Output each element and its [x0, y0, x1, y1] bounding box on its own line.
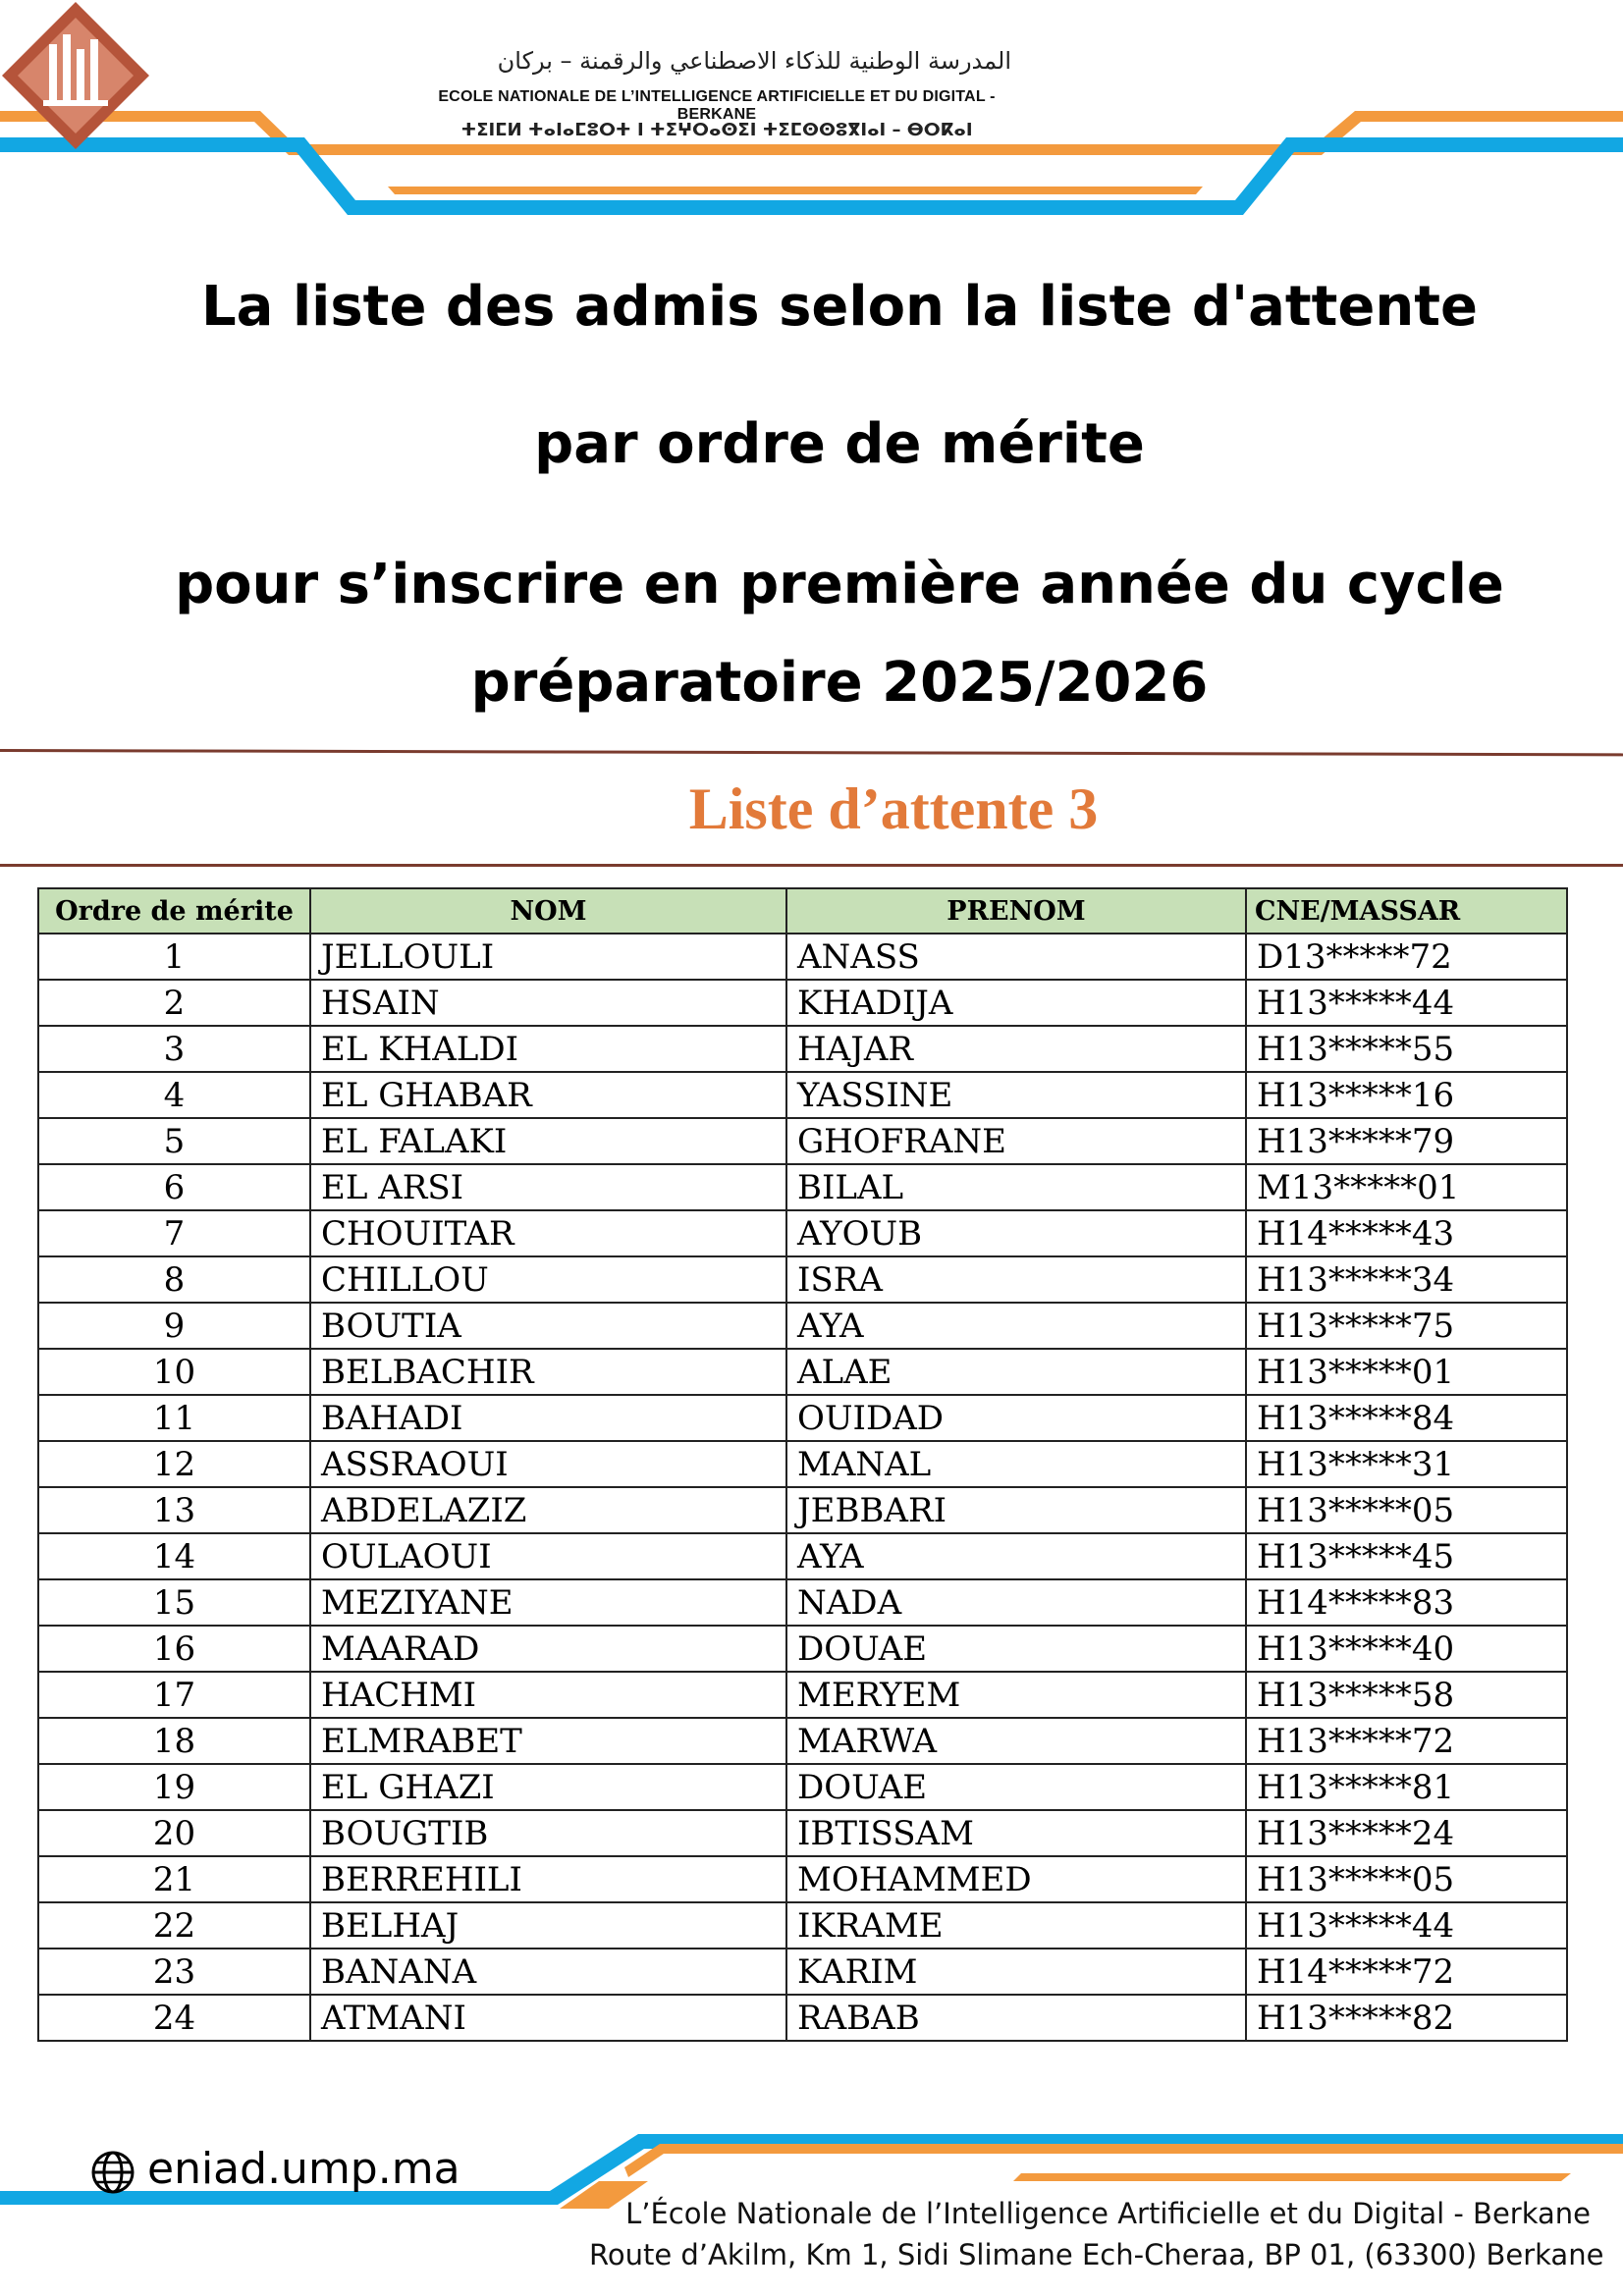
cell-nom: CHOUITAR	[310, 1210, 786, 1256]
cell-cne-massar: H13*****44	[1246, 980, 1567, 1026]
table-row	[38, 1810, 1567, 1856]
footer-orange-accent-2	[1013, 2173, 1571, 2181]
cell-rank: 13	[38, 1487, 310, 1533]
cell-prenom: DOUAE	[786, 1626, 1246, 1672]
cell-rank: 2	[38, 980, 310, 1026]
cell-rank: 7	[38, 1210, 310, 1256]
cell-nom: HACHMI	[310, 1672, 786, 1718]
table-row	[38, 1164, 1567, 1210]
cell-prenom: ISRA	[786, 1256, 1246, 1303]
cell-rank: 6	[38, 1164, 310, 1210]
header-rank: Ordre de mérite	[38, 888, 310, 934]
waiting-list-subtitle: Liste d’attente 3	[688, 776, 1099, 841]
cell-nom: BOUTIA	[310, 1303, 786, 1349]
table-row	[38, 980, 1567, 1026]
cell-nom: ATMANI	[310, 1995, 786, 2041]
table-row	[38, 1072, 1567, 1118]
cell-prenom: AYOUB	[786, 1210, 1246, 1256]
cell-cne-massar: H13*****34	[1246, 1256, 1567, 1303]
cell-prenom: HAJAR	[786, 1026, 1246, 1072]
title-line-3: pour s’inscrire en première année du cycle	[175, 553, 1504, 616]
divider-top	[0, 749, 1623, 756]
cell-prenom: IKRAME	[786, 1902, 1246, 1949]
table-row	[38, 1026, 1567, 1072]
cell-cne-massar: D13*****72	[1246, 934, 1567, 980]
cell-rank: 23	[38, 1949, 310, 1995]
cell-nom: EL ARSI	[310, 1164, 786, 1210]
cell-prenom: MANAL	[786, 1441, 1246, 1487]
cell-prenom: AYA	[786, 1303, 1246, 1349]
table-row	[38, 1395, 1567, 1441]
cell-nom: BAHADI	[310, 1395, 786, 1441]
cell-prenom: OUIDAD	[786, 1395, 1246, 1441]
cell-nom: EL FALAKI	[310, 1118, 786, 1164]
cell-prenom: ANASS	[786, 934, 1246, 980]
cell-prenom: AYA	[786, 1533, 1246, 1579]
table-row	[38, 1441, 1567, 1487]
table-row	[38, 1672, 1567, 1718]
cell-cne-massar: M13*****01	[1246, 1164, 1567, 1210]
cell-rank: 11	[38, 1395, 310, 1441]
cell-nom: EL GHABAR	[310, 1072, 786, 1118]
header-orange-accent	[388, 187, 1203, 194]
table-body	[38, 934, 1567, 2041]
cell-rank: 21	[38, 1856, 310, 1902]
cell-cne-massar: H13*****75	[1246, 1303, 1567, 1349]
cell-nom: MAARAD	[310, 1626, 786, 1672]
cell-rank: 16	[38, 1626, 310, 1672]
cell-rank: 1	[38, 934, 310, 980]
table-row	[38, 1902, 1567, 1949]
cell-cne-massar: H14*****72	[1246, 1949, 1567, 1995]
table-row	[38, 1764, 1567, 1810]
cell-nom: BELBACHIR	[310, 1349, 786, 1395]
cell-nom: BERREHILI	[310, 1856, 786, 1902]
school-name-french: ECOLE NATIONALE DE L’INTELLIGENCE ARTIFICIELLE ET DU DIGITAL - BERKANE	[438, 88, 996, 123]
cell-cne-massar: H13*****81	[1246, 1764, 1567, 1810]
table-row	[38, 1949, 1567, 1995]
cell-rank: 24	[38, 1995, 310, 2041]
cell-prenom: JEBBARI	[786, 1487, 1246, 1533]
table-row	[38, 1718, 1567, 1764]
cell-cne-massar: H13*****72	[1246, 1718, 1567, 1764]
cell-prenom: IBTISSAM	[786, 1810, 1246, 1856]
cell-prenom: GHOFRANE	[786, 1118, 1246, 1164]
table-row	[38, 1579, 1567, 1626]
cell-nom: ASSRAOUI	[310, 1441, 786, 1487]
title-line-2: par ordre de mérite	[534, 412, 1145, 476]
cell-nom: ABDELAZIZ	[310, 1487, 786, 1533]
page-header	[0, 0, 1623, 245]
cell-nom: ELMRABET	[310, 1718, 786, 1764]
cell-rank: 5	[38, 1118, 310, 1164]
cell-rank: 19	[38, 1764, 310, 1810]
cell-nom: EL KHALDI	[310, 1026, 786, 1072]
cell-prenom: MERYEM	[786, 1672, 1246, 1718]
cell-prenom: MOHAMMED	[786, 1856, 1246, 1902]
cell-nom: BELHAJ	[310, 1902, 786, 1949]
table-row	[38, 1626, 1567, 1672]
cell-cne-massar: H13*****79	[1246, 1118, 1567, 1164]
cell-rank: 20	[38, 1810, 310, 1856]
cell-cne-massar: H13*****84	[1246, 1395, 1567, 1441]
title-line-4: préparatoire 2025/2026	[470, 651, 1209, 715]
cell-prenom: KARIM	[786, 1949, 1246, 1995]
cell-nom: HSAIN	[310, 980, 786, 1026]
cell-rank: 15	[38, 1579, 310, 1626]
cell-rank: 18	[38, 1718, 310, 1764]
cell-nom: EL GHAZI	[310, 1764, 786, 1810]
cell-nom: BOUGTIB	[310, 1810, 786, 1856]
cell-prenom: BILAL	[786, 1164, 1246, 1210]
cell-cne-massar: H13*****45	[1246, 1533, 1567, 1579]
footer-orange-stripe	[624, 2144, 1623, 2177]
cell-cne-massar: H13*****58	[1246, 1672, 1567, 1718]
cell-rank: 8	[38, 1256, 310, 1303]
cell-rank: 9	[38, 1303, 310, 1349]
cell-prenom: MARWA	[786, 1718, 1246, 1764]
cell-rank: 22	[38, 1902, 310, 1949]
cell-cne-massar: H13*****01	[1246, 1349, 1567, 1395]
cell-prenom: YASSINE	[786, 1072, 1246, 1118]
admissions-table	[37, 887, 1568, 2042]
cell-prenom: RABAB	[786, 1995, 1246, 2041]
cell-rank: 17	[38, 1672, 310, 1718]
cell-cne-massar: H13*****55	[1246, 1026, 1567, 1072]
divider-bottom	[0, 864, 1623, 867]
cell-prenom: ALAE	[786, 1349, 1246, 1395]
header-cne-massar: CNE/MASSAR	[1246, 888, 1567, 934]
cell-nom: OULAOUI	[310, 1533, 786, 1579]
cell-prenom: DOUAE	[786, 1764, 1246, 1810]
cell-nom: BANANA	[310, 1949, 786, 1995]
footer-address-line-1: L’École Nationale de l’Intelligence Artificielle et du Digital - Berkane	[625, 2197, 1591, 2230]
cell-prenom: NADA	[786, 1579, 1246, 1626]
table-row	[38, 1303, 1567, 1349]
table-row	[38, 1349, 1567, 1395]
cell-nom: MEZIYANE	[310, 1579, 786, 1626]
footer-address-line-2: Route d’Akilm, Km 1, Sidi Slimane Ech-Cheraa, BP 01, (63300) Berkane	[589, 2238, 1604, 2271]
cell-nom: CHILLOU	[310, 1256, 786, 1303]
table-row	[38, 934, 1567, 980]
table-row	[38, 1856, 1567, 1902]
cell-cne-massar: H13*****44	[1246, 1902, 1567, 1949]
cell-cne-massar: H14*****43	[1246, 1210, 1567, 1256]
cell-nom: JELLOULI	[310, 934, 786, 980]
website-link[interactable]: eniad.ump.ma	[147, 2144, 460, 2194]
cell-cne-massar: H13*****05	[1246, 1856, 1567, 1902]
table-header-row	[38, 888, 1567, 934]
school-name-tifinagh: ⵜⵉⵏⵎⵍ ⵜⴰⵏⴰⵎⵓⵔⵜ ⵏ ⵜⵉⵖⵔⴰⵙⵉⵏ ⵜⵉⵎⵙⵙⵓⴳⵏⴰⵏ – ⴱⵔⴽⴰⵏ	[460, 120, 973, 140]
table-row	[38, 1118, 1567, 1164]
table-row	[38, 1256, 1567, 1303]
table-row	[38, 1210, 1567, 1256]
table-row	[38, 1995, 1567, 2041]
title-line-1: La liste des admis selon la liste d'attente	[200, 275, 1479, 339]
cell-rank: 10	[38, 1349, 310, 1395]
cell-cne-massar: H14*****83	[1246, 1579, 1567, 1626]
header-nom: NOM	[310, 888, 786, 934]
cell-rank: 3	[38, 1026, 310, 1072]
cell-cne-massar: H13*****24	[1246, 1810, 1567, 1856]
globe-icon	[90, 2150, 135, 2195]
cell-cne-massar: H13*****82	[1246, 1995, 1567, 2041]
cell-rank: 12	[38, 1441, 310, 1487]
cell-cne-massar: H13*****05	[1246, 1487, 1567, 1533]
cell-rank: 14	[38, 1533, 310, 1579]
cell-cne-massar: H13*****31	[1246, 1441, 1567, 1487]
header-prenom: PRENOM	[786, 888, 1246, 934]
cell-cne-massar: H13*****16	[1246, 1072, 1567, 1118]
table-row	[38, 1487, 1567, 1533]
table-row	[38, 1533, 1567, 1579]
cell-prenom: KHADIJA	[786, 980, 1246, 1026]
cell-cne-massar: H13*****40	[1246, 1626, 1567, 1672]
cell-rank: 4	[38, 1072, 310, 1118]
school-logo-icon	[0, 0, 151, 151]
school-name-arabic: المدرسة الوطنية للذكاء الاصطناعي والرقمنة – بركان	[497, 47, 1011, 75]
